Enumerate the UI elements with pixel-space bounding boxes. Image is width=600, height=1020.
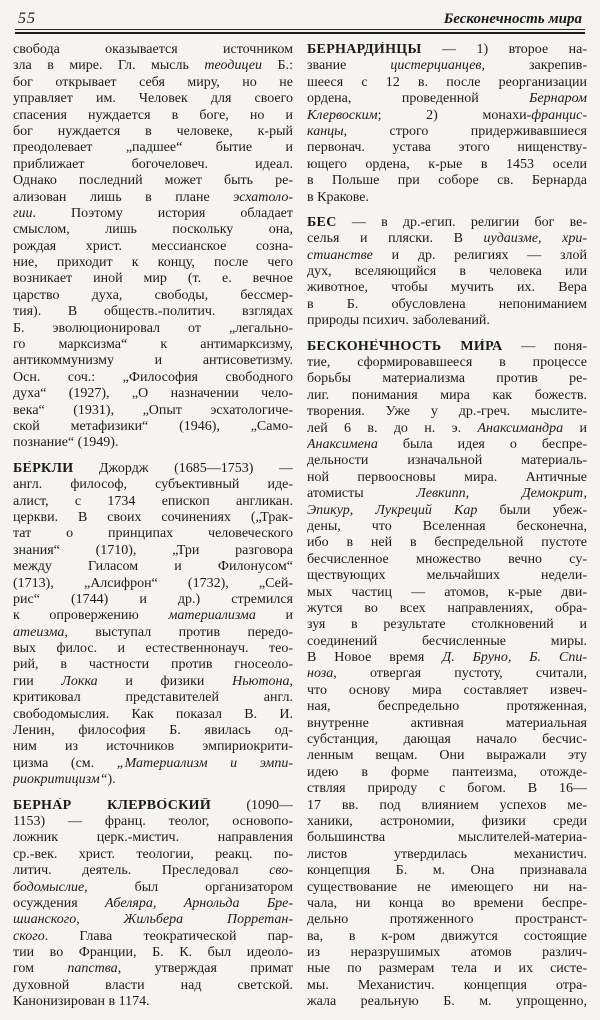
entry-bernardintsy xyxy=(307,42,587,206)
text-run: соединений бесчисленные миры. xyxy=(307,633,587,649)
text-run: были убеж- xyxy=(477,502,587,518)
text-run: концепция Б. м. Она признавала xyxy=(307,863,587,879)
text-run: рис“ (1744) и др.) стремился xyxy=(13,591,293,607)
text-line xyxy=(307,781,587,797)
text-line xyxy=(13,830,293,846)
text-line xyxy=(13,674,293,690)
text-run: внутренне активная материальная xyxy=(307,715,587,731)
text-run: и xyxy=(563,420,587,436)
text-run: вых филос. и естественнонауч. тео- xyxy=(13,641,293,657)
text-run: жутся во всех направлениях, обра- xyxy=(307,600,587,616)
text-run: творения. Уже у др.-греч. мыслите- xyxy=(307,404,587,420)
text-line xyxy=(307,297,587,313)
text-line xyxy=(13,304,293,320)
headword: БЕРНАРДИ́НЦЫ xyxy=(307,42,422,57)
text-run: дух, вселяющийся в человека или xyxy=(307,264,587,280)
text-line xyxy=(307,58,587,74)
text-run: ним из источников эмпириокрити- xyxy=(13,739,293,755)
italic-term: Д. Бруно, Б. Спи- xyxy=(442,650,587,666)
text-line xyxy=(13,690,293,706)
text-run: тии во Франции, Б. К. был идеоло- xyxy=(13,945,293,961)
text-line xyxy=(13,477,293,493)
italic-term: Анаксимандра xyxy=(477,420,564,436)
text-line xyxy=(307,896,587,912)
text-run: в Б. обусловлена непониманием xyxy=(307,296,587,312)
text-run: Ленин, философия Б. явилась од- xyxy=(13,723,293,739)
text-run: спасения нуждается в боге, но и xyxy=(13,107,293,123)
text-line xyxy=(307,371,587,387)
text-line xyxy=(13,863,293,879)
text-run: духовной власти над светской. xyxy=(13,977,293,993)
page-header xyxy=(13,7,587,29)
text-run: чала, ни конца во времени беспре- xyxy=(307,895,587,911)
text-line xyxy=(13,190,293,206)
text-run: литич. деятель. Преследовал xyxy=(13,863,270,879)
text-line xyxy=(13,543,293,559)
text-run: го марксизма“ к антимарксизму, xyxy=(13,337,293,353)
text-line xyxy=(307,231,587,247)
text-line xyxy=(13,419,293,435)
italic-term: шианского, Жильбера Порретан- xyxy=(13,912,293,928)
italic-term: канцы xyxy=(307,123,344,139)
text-run: — поня- xyxy=(502,338,587,354)
text-run: в Польше при соборе св. Бернарда xyxy=(307,173,587,189)
text-run: возникает иной мир (т. е. вечное xyxy=(13,271,293,287)
text-line xyxy=(307,863,587,879)
text-line xyxy=(13,321,293,337)
text-line xyxy=(13,723,293,739)
text-run: мы. Механистич. концепция отра- xyxy=(307,977,587,993)
text-line xyxy=(13,75,293,91)
text-run: рождая христ. мессианское созна- xyxy=(13,238,293,254)
text-run: преодолевает „падшее“ бытие и xyxy=(13,140,293,156)
italic-term: Локка xyxy=(61,673,98,689)
text-line xyxy=(13,576,293,592)
text-line xyxy=(307,994,587,1010)
text-line xyxy=(307,601,587,617)
text-run: ложник церк.-мистич. направления xyxy=(13,830,293,846)
text-line xyxy=(307,535,587,551)
text-run: ср.-век. христ. теологии, реакц. по- xyxy=(13,846,293,862)
text-line xyxy=(307,75,587,91)
text-run: из неразрушимых атомов различ- xyxy=(307,945,587,961)
italic-term: папства xyxy=(67,961,118,977)
text-run: тия). В обществ.-политич. взглядах xyxy=(13,304,293,320)
text-line xyxy=(307,978,587,994)
text-line xyxy=(307,798,587,814)
text-run: осуждения xyxy=(13,895,106,911)
text-line xyxy=(307,732,587,748)
text-line xyxy=(307,388,587,404)
italic-term: иудаизме, хри- xyxy=(483,231,587,247)
text-run: , выступал против передо- xyxy=(64,624,293,640)
text-run: в Кракове. xyxy=(307,189,369,205)
text-run: ной первоосновы мира. Античные xyxy=(307,469,587,485)
text-run: гии xyxy=(13,673,62,689)
text-line xyxy=(307,552,587,568)
text-columns xyxy=(13,42,587,1011)
text-line xyxy=(13,880,293,896)
text-line xyxy=(307,421,587,437)
text-run: между Гиласом и Филонусом“ xyxy=(13,559,293,575)
text-line xyxy=(13,271,293,287)
text-line xyxy=(13,772,293,788)
text-line xyxy=(13,798,293,814)
text-run: царство духа, свободы, бессмер- xyxy=(13,287,293,303)
text-run: ществующих мельчайших недели- xyxy=(307,568,587,584)
text-line xyxy=(13,978,293,994)
italic-term: стианстве xyxy=(307,247,373,263)
text-line xyxy=(307,585,587,601)
text-line xyxy=(13,206,293,222)
text-line xyxy=(13,124,293,140)
text-run: ва, в к-ром движутся состоящие xyxy=(307,928,587,944)
text-line xyxy=(13,386,293,402)
text-line xyxy=(307,313,587,329)
text-line xyxy=(307,248,587,264)
text-run: , закрепив- xyxy=(481,58,587,74)
text-line xyxy=(307,814,587,830)
text-run: Джордж (1685—1753) — xyxy=(73,460,293,476)
text-run: бесчисленное множество вечно су- xyxy=(307,551,587,567)
text-run: — 1) второе на- xyxy=(421,42,587,57)
page-number: 55 xyxy=(18,10,36,27)
text-line xyxy=(307,945,587,961)
text-run: . Глава теократической пар- xyxy=(44,928,293,944)
text-line xyxy=(307,470,587,486)
text-run: смыслом, лишь поскольку она, xyxy=(13,222,293,238)
text-line xyxy=(307,748,587,764)
text-run: Однако последний может быть ре- xyxy=(13,173,293,189)
italic-term: эсхатоло- xyxy=(233,189,293,205)
text-run: ющего ордена, к-рые в 1453 осели xyxy=(307,156,587,172)
text-line xyxy=(307,453,587,469)
text-run: Б.: xyxy=(262,58,293,74)
italic-term: гии xyxy=(13,205,33,221)
text-run: ные по размерам тела и их систе- xyxy=(307,961,587,977)
text-run: , утверждая примат xyxy=(117,961,293,977)
text-run: , был организатором xyxy=(84,879,293,895)
left-column xyxy=(13,42,293,1011)
text-line xyxy=(13,353,293,369)
text-run: знания“ (1710), „Три разговора xyxy=(13,542,293,558)
text-line xyxy=(307,355,587,371)
text-line xyxy=(13,592,293,608)
text-line xyxy=(13,657,293,673)
text-line xyxy=(13,994,293,1010)
text-line xyxy=(307,617,587,633)
text-line xyxy=(307,880,587,896)
text-run: ная, беспредельно протяженная, xyxy=(307,699,587,715)
text-line xyxy=(13,739,293,755)
text-line xyxy=(307,650,587,666)
text-line xyxy=(13,255,293,271)
text-line xyxy=(307,634,587,650)
text-line xyxy=(13,526,293,542)
text-run: ханики, астрономии, физики среди xyxy=(307,813,587,829)
text-line xyxy=(13,707,293,723)
text-run: Осн. соч.: „Философия свободного xyxy=(13,369,293,385)
text-run: (1090— xyxy=(211,797,293,813)
italic-term: Анаксимена xyxy=(307,436,378,452)
text-line xyxy=(307,339,587,355)
text-line xyxy=(13,510,293,526)
text-line xyxy=(13,494,293,510)
italic-term: Левкипп, Демокрит, xyxy=(416,486,587,502)
text-run: критиковал представителей англ. xyxy=(13,690,293,706)
text-run: управляет им. Человек для своего xyxy=(13,91,293,107)
text-line xyxy=(13,239,293,255)
text-line xyxy=(307,503,587,519)
italic-term: атеизма xyxy=(13,624,65,640)
text-run: ствляя природу с богом. В 16— xyxy=(307,781,587,797)
italic-term: Абеляра, Арнольда Бре- xyxy=(105,895,293,911)
header-rule xyxy=(15,29,585,34)
italic-term: Эпикур, Лукреций Кар xyxy=(307,502,478,518)
text-run: жала реальную Б. м. упрощенно, xyxy=(307,994,587,1010)
text-run: и физики xyxy=(97,673,233,689)
text-run: Канонизирован в 1174. xyxy=(13,994,150,1010)
text-run: к опровержению xyxy=(13,608,169,624)
text-run: 1153) — франц. теолог, основопо- xyxy=(13,813,293,829)
text-run: свобода оказывается источником xyxy=(13,42,293,57)
italic-term: цистерцианцев xyxy=(390,58,482,74)
text-run: ). xyxy=(107,772,116,788)
text-run: свободомыслия. Как показал В. И. xyxy=(13,706,293,722)
text-line xyxy=(307,699,587,715)
italic-term: Ньютона xyxy=(232,673,290,689)
text-line xyxy=(307,280,587,296)
text-line xyxy=(307,190,587,206)
entry-beskonechnost-mira xyxy=(307,339,587,1011)
text-line xyxy=(13,559,293,575)
text-line xyxy=(307,666,587,682)
text-run: дельно протяженного пространст- xyxy=(307,912,587,928)
text-line xyxy=(13,337,293,353)
text-run: 17 вв. под влиянием успехов ме- xyxy=(307,797,587,813)
text-run: тат о принципах человеческого xyxy=(13,526,293,542)
text-line xyxy=(307,912,587,928)
text-line xyxy=(307,264,587,280)
text-run: В Новое время xyxy=(307,650,443,666)
text-run: животное, чтобы мучить их. Вера xyxy=(307,280,587,296)
text-run: бог нуждается в человеке, к-рый xyxy=(13,123,293,139)
text-run: субстанция, дающая начало бесчис- xyxy=(307,732,587,748)
italic-term: Бернаром xyxy=(529,91,587,107)
text-run: ние, приходит к концу, после чего xyxy=(13,255,293,271)
text-line xyxy=(13,403,293,419)
headword: БЕРНА́Р КЛЕРВО́СКИЙ xyxy=(13,797,212,813)
text-line xyxy=(307,124,587,140)
text-line xyxy=(13,608,293,624)
text-line xyxy=(13,288,293,304)
text-run: , xyxy=(289,673,293,689)
text-line xyxy=(307,961,587,977)
text-line xyxy=(307,173,587,189)
text-line xyxy=(13,945,293,961)
text-run: ленным вещам. Они выражали эту xyxy=(307,748,587,764)
text-run: шееся с 12 в. после реорганизации xyxy=(307,74,587,90)
text-run: духа“ (1927), „О назначении чело- xyxy=(13,386,293,402)
text-run: церкви. В своих сочинениях („Трак- xyxy=(13,509,293,525)
right-column xyxy=(307,42,587,1011)
text-run: существование не имеющего ни на- xyxy=(307,879,587,895)
text-line xyxy=(13,625,293,641)
text-line xyxy=(307,519,587,535)
text-run: , отвергая пустоту, считали, xyxy=(333,666,587,682)
text-run: англ. философ, субъективный иде- xyxy=(13,477,293,493)
text-run: природы психич. заболеваний. xyxy=(307,313,490,329)
italic-term: сво- xyxy=(269,863,293,879)
text-line xyxy=(13,222,293,238)
text-run: дены, что Вселенная бесконечна, xyxy=(307,518,587,534)
text-line xyxy=(13,435,293,451)
text-line xyxy=(13,42,293,58)
text-run: ской метафизики“ (1946), „Само- xyxy=(13,418,293,434)
text-run: познание“ (1949). xyxy=(13,435,119,451)
text-line xyxy=(13,461,293,477)
text-line xyxy=(13,756,293,772)
text-run: ордена, проведенной xyxy=(307,91,530,107)
text-line xyxy=(307,929,587,945)
text-line xyxy=(307,683,587,699)
text-line xyxy=(307,486,587,502)
headword: БЕ́РКЛИ xyxy=(13,460,74,476)
text-run: алист, с 1734 епископ англикан. xyxy=(13,493,293,509)
text-run: и др. религиях — злой xyxy=(372,247,587,263)
headword: БЕС xyxy=(307,214,337,230)
text-run: , строго придерживавшиеся xyxy=(343,123,587,139)
text-run: (1713), „Алсифрон“ (1732), „Сей- xyxy=(13,575,293,591)
text-line xyxy=(307,42,587,58)
text-run: звание xyxy=(307,58,391,74)
text-line xyxy=(13,58,293,74)
text-run: века“ (1931), „Опыт эсхатологиче- xyxy=(13,402,293,418)
text-line xyxy=(307,140,587,156)
italic-term: ноза xyxy=(307,666,334,682)
text-line xyxy=(13,140,293,156)
text-line xyxy=(307,437,587,453)
text-run: листов утвердилась механистич. xyxy=(307,846,587,862)
entry-bernar-klervoskiy xyxy=(13,798,293,1011)
text-line xyxy=(13,896,293,912)
text-run: тие, сформировавшееся в процессе xyxy=(307,355,587,371)
text-line xyxy=(13,814,293,830)
italic-term: материализма xyxy=(168,608,256,624)
text-run: большинства мыслителей-материа- xyxy=(307,830,587,846)
text-run: была идея о беспре- xyxy=(377,436,587,452)
text-run: и xyxy=(255,608,293,624)
text-run: . Поэтому история обладает xyxy=(32,205,293,221)
text-line xyxy=(307,91,587,107)
text-line xyxy=(13,912,293,928)
text-run: дельности изначальной материаль- xyxy=(307,453,587,469)
text-line xyxy=(13,641,293,657)
text-run: атомисты xyxy=(307,486,417,502)
text-run: антикоммунизму и антисоветизму. xyxy=(13,353,293,369)
text-run: гом xyxy=(13,961,68,977)
text-run: первонач. устава этого нищенству- xyxy=(307,140,587,156)
text-run: борьбы материализма против ре- xyxy=(307,371,587,387)
text-line xyxy=(307,716,587,732)
text-run: — в др.-егип. религии бог ве- xyxy=(336,214,587,230)
text-line xyxy=(13,173,293,189)
text-run: цизма (см. xyxy=(13,755,117,771)
text-line xyxy=(307,847,587,863)
italic-term: теодицеи xyxy=(204,58,263,74)
text-run: зла в мире. Гл. мысль xyxy=(13,58,205,74)
text-line xyxy=(307,765,587,781)
entry-berkli xyxy=(13,461,293,789)
text-run: мых частиц — атомов, к-рые дви- xyxy=(307,584,587,600)
entry-berdyaev-continuation xyxy=(13,42,293,452)
text-run: ; 2) монахи- xyxy=(377,107,532,123)
text-line xyxy=(307,108,587,124)
text-run: рий, в частности против гносеоло- xyxy=(13,657,293,673)
italic-term: риокритицизм“ xyxy=(13,772,108,788)
italic-term: „Материализм и эмпи- xyxy=(116,755,293,771)
text-run: что основу мира составляет извеч- xyxy=(307,682,587,698)
italic-term: бодомыслие xyxy=(13,879,85,895)
text-run: ализован лишь в плане xyxy=(13,189,234,205)
text-run: ибо в ней в беспредельной пустоте xyxy=(307,535,587,551)
text-run: бог открывает себя миру, но не xyxy=(13,74,293,90)
text-line xyxy=(307,568,587,584)
text-line xyxy=(13,961,293,977)
text-line xyxy=(307,157,587,173)
headword: БЕСКОНЕ́ЧНОСТЬ МИ́РА xyxy=(307,338,503,354)
text-line xyxy=(13,157,293,173)
text-run: идею в форме пантеизма, отожде- xyxy=(307,764,587,780)
text-line xyxy=(13,847,293,863)
text-line xyxy=(307,215,587,231)
text-run: селья и пляски. В xyxy=(307,231,484,247)
italic-term: Клервоским xyxy=(307,107,378,123)
text-line xyxy=(13,91,293,107)
text-run: лей 6 в. до н. э. xyxy=(307,420,478,436)
text-line xyxy=(13,108,293,124)
text-run: лиг. понимания мира как божеств. xyxy=(307,387,587,403)
text-run: Б. эволюционировал от „легально- xyxy=(13,320,293,336)
italic-term: ского xyxy=(13,928,45,944)
text-run: зуя в результате столкновений и xyxy=(307,617,587,633)
entry-bes xyxy=(307,215,587,330)
running-head: Бесконечность мира xyxy=(443,11,582,27)
text-line xyxy=(13,370,293,386)
text-line xyxy=(307,830,587,846)
text-line xyxy=(13,929,293,945)
italic-term: францис- xyxy=(531,107,587,123)
text-line xyxy=(307,404,587,420)
text-run: приближает богочеловеч. идеал. xyxy=(13,156,293,172)
